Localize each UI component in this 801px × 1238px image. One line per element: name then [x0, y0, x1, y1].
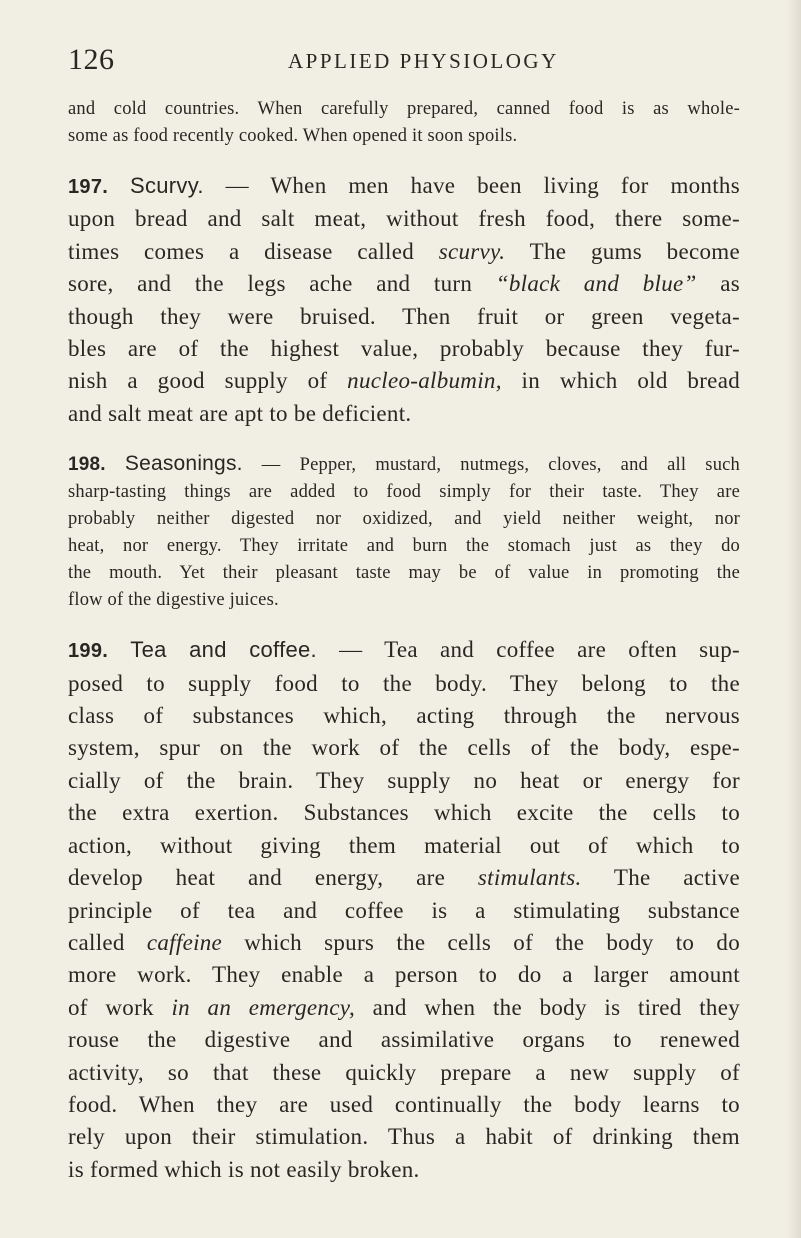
section-title: Tea and coffee.: [130, 637, 317, 663]
italic-term: nucleo-albumin,: [347, 368, 502, 394]
text-line: the mouth. Yet their pleasant taste may be of value in promoting the: [68, 563, 740, 584]
text-line: posed to supply food to the body. They belong to the: [68, 670, 740, 696]
section-number: 197.: [68, 176, 109, 198]
italic-term: “black and blue”: [495, 271, 697, 297]
text-line: food. When they are used continually the body learns to: [68, 1091, 740, 1117]
text-line: and cold countries. When carefully prepared, canned food is as whole-: [68, 99, 740, 119]
running-title: APPLIED PHYSIOLOGY: [288, 49, 559, 73]
italic-term: caffeine: [146, 929, 223, 955]
section-199-tea-and-coffee: [68, 634, 740, 1186]
section-197-scurvy: [68, 170, 740, 430]
text-line: and salt meat are apt to be deficient.: [68, 400, 412, 426]
text-line: 198. Seasonings. — Pepper, mustard, nutmegs, cloves, and all such: [68, 452, 741, 476]
italic-term: stimulants.: [477, 865, 582, 891]
text-line: though they were bruised. Then fruit or green vegeta-: [68, 303, 740, 329]
section-number: 198.: [68, 454, 106, 476]
section-198-seasonings: [68, 450, 740, 614]
text-line: 199. Tea and coffee. — Tea and coffee are often sup-: [68, 637, 740, 663]
section-title: Scurvy.: [129, 173, 204, 198]
text-line: rouse the digestive and assimilative organs to renewed: [68, 1027, 740, 1053]
text-line: times comes a disease called scurvy. The gums become: [68, 238, 740, 264]
page-number: 126: [68, 43, 115, 76]
text-line: class of substances which, acting through the nervous: [68, 703, 740, 729]
text-line: principle of tea and coffee is a stimulating substance: [68, 897, 740, 923]
running-head: [68, 40, 748, 80]
text-line: the extra exertion. Substances which excite the cells to: [68, 800, 740, 826]
text-line: some as food recently cooked. When opened it soon spoils.: [68, 126, 518, 146]
text-line: sharp-tasting things are added to food simply for their taste. They are: [68, 482, 740, 503]
text-line: more work. They enable a person to do a larger amount: [68, 962, 740, 988]
text-line: is formed which is not easily broken.: [68, 1156, 420, 1182]
italic-term: in an emergency,: [171, 994, 355, 1020]
body-text: [68, 96, 740, 1186]
text-line: rely upon their stimulation. Thus a habit of drinking them: [68, 1124, 740, 1150]
text-line: system, spur on the work of the cells of the body, espe-: [68, 735, 740, 761]
section-number: 199.: [68, 640, 109, 663]
text-line: action, without giving them material out of which to: [68, 832, 740, 858]
text-line: upon bread and salt meat, without fresh food, there some-: [68, 206, 740, 232]
italic-term: scurvy.: [438, 238, 506, 264]
text-line: sore, and the legs ache and turn “black and blue” as: [68, 271, 740, 297]
text-line: nish a good supply of nucleo-albumin, in which old bread: [68, 368, 741, 394]
text-line: activity, so that these quickly prepare a new supply of: [68, 1059, 740, 1085]
text-line: called caffeine which spurs the cells of the body to do: [68, 929, 740, 955]
intro-paragraph: [68, 96, 740, 150]
text-line: bles are of the highest value, probably because they fur-: [68, 336, 740, 362]
text-line: probably neither digested nor oxidized, and yield neither weight, nor: [68, 509, 740, 530]
page-edge-shadow: [787, 0, 801, 1238]
text-line: cially of the brain. They supply no heat or energy for: [68, 767, 740, 793]
text-line: of work in an emergency, and when the body is tired they: [68, 994, 740, 1020]
text-line: 197. Scurvy. — When men have been living for months: [68, 173, 740, 198]
text-line: develop heat and energy, are stimulants. The active: [68, 865, 740, 891]
text-line: heat, nor energy. They irritate and burn the stomach just as they do: [68, 536, 740, 557]
text-line: flow of the digestive juices.: [68, 590, 279, 611]
section-title: Seasonings.: [124, 452, 243, 476]
